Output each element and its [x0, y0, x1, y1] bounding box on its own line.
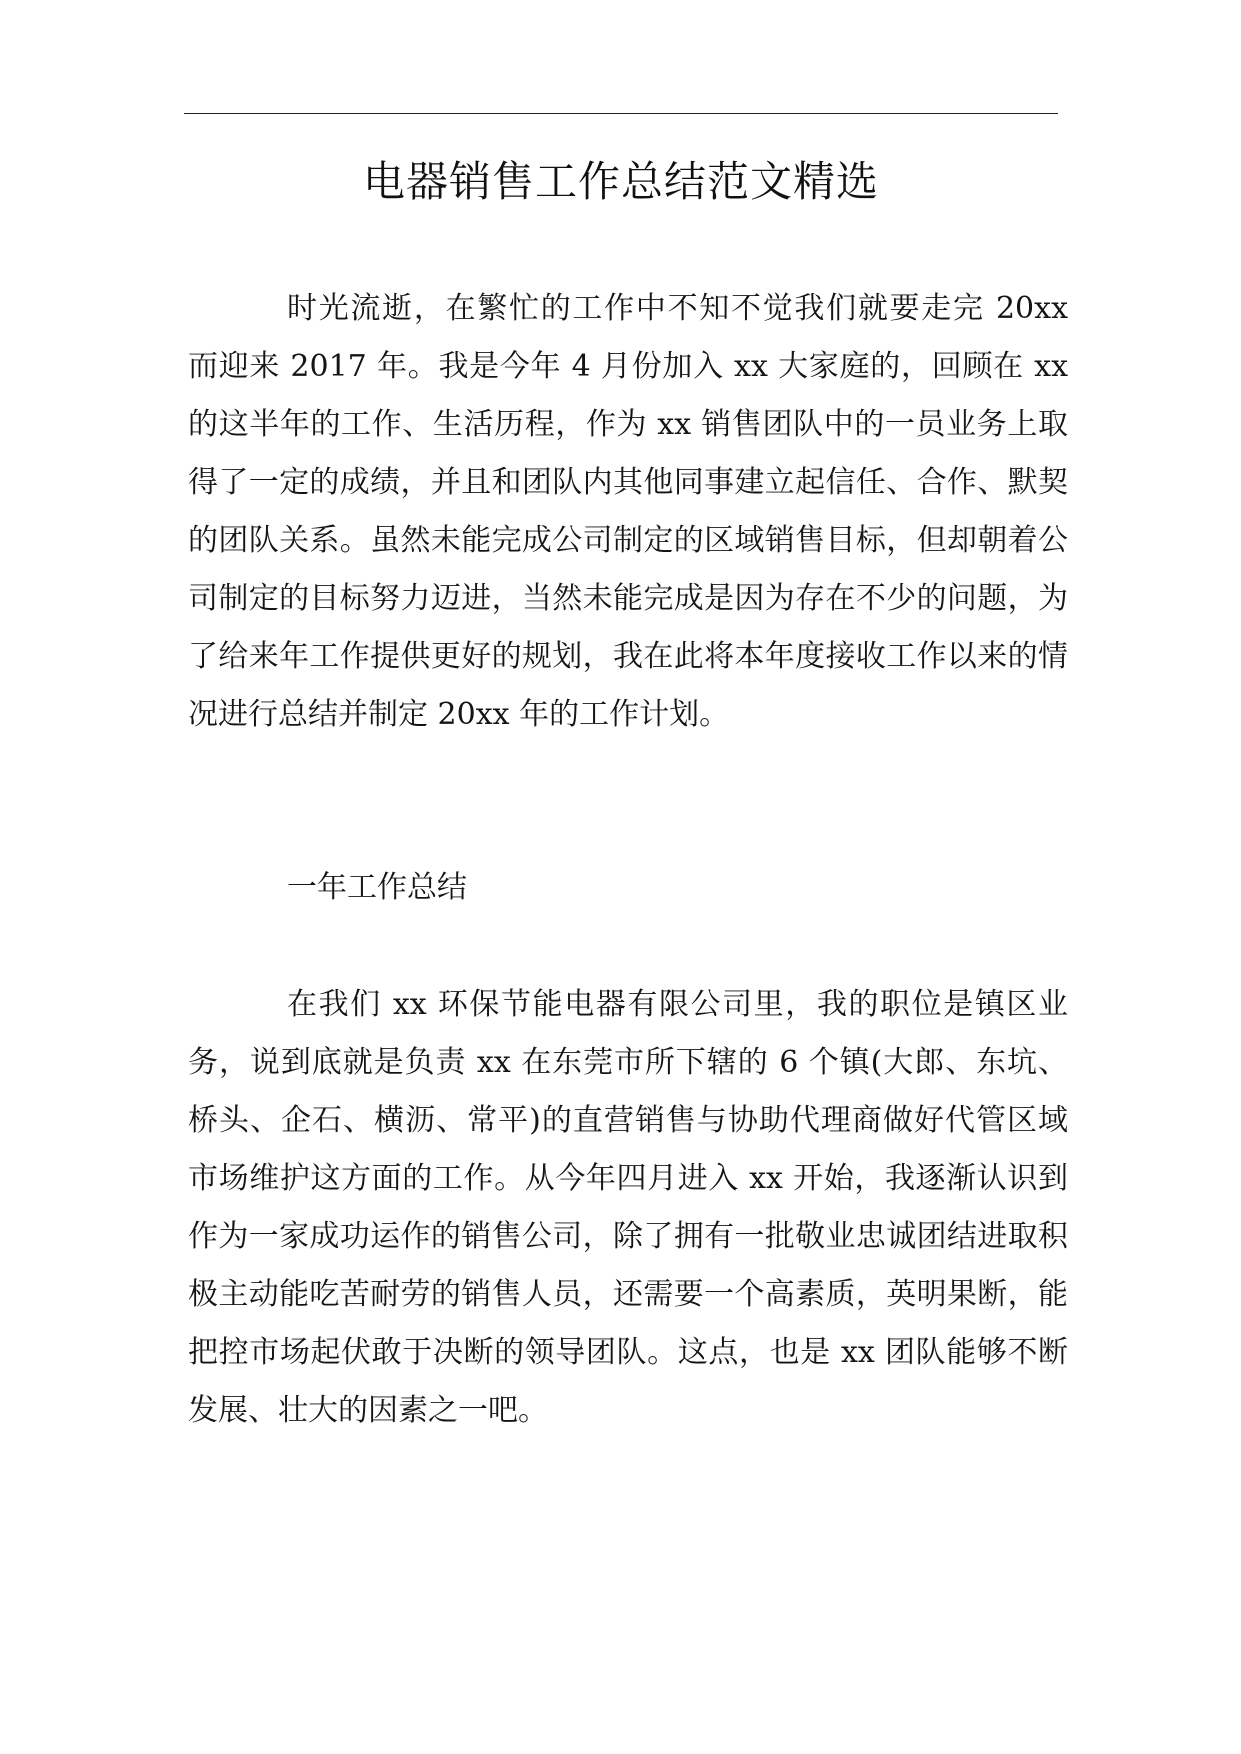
intro-paragraph: 时光流逝，在繁忙的工作中不知不觉我们就要走完 20xx 而迎来 2017 年。我是今年 4 月份加入 xx 大家庭的，回顾在 xx 的这半年的工作、生活历程，作为 xx 销售团队中的一员业务上取得了一定的成绩，并且和团队内其他同事建立起信任、合作、默契的团队关系。虽然未能完成公司制定的区域销售目标，但却朝着公司制定的目标努力迈进，当然未能完成是因为存在不少的问题，为了给来年工作提供更好的规划，我在此将本年度接收工作以来的情况进行总结并制定 20xx 年的工作计划。	[188, 291, 1068, 732]
header-divider	[184, 113, 1058, 114]
section-paragraph: 在我们 xx 环保节能电器有限公司里，我的职位是镇区业务，说到底就是负责 xx 在东莞市所下辖的 6 个镇(大郎、东坑、桥头、企石、横沥、常平)的直营销售与协助代理商做好代管区域市场维护这方面的工作。从今年四月进入 xx 开始，我逐渐认识到作为一家成功运作的销售公司，除了拥有一批敬业忠诚团结进取积极主动能吃苦耐劳的销售人员，还需要一个高素质，英明果断，能把控市场起伏敢于决断的领导团队。这点，也是 xx 团队能够不断发展、壮大的因素之一吧。	[188, 987, 1068, 1428]
section-heading: 一年工作总结	[287, 870, 467, 905]
document-title: 电器销售工作总结范文精选	[362, 157, 879, 206]
